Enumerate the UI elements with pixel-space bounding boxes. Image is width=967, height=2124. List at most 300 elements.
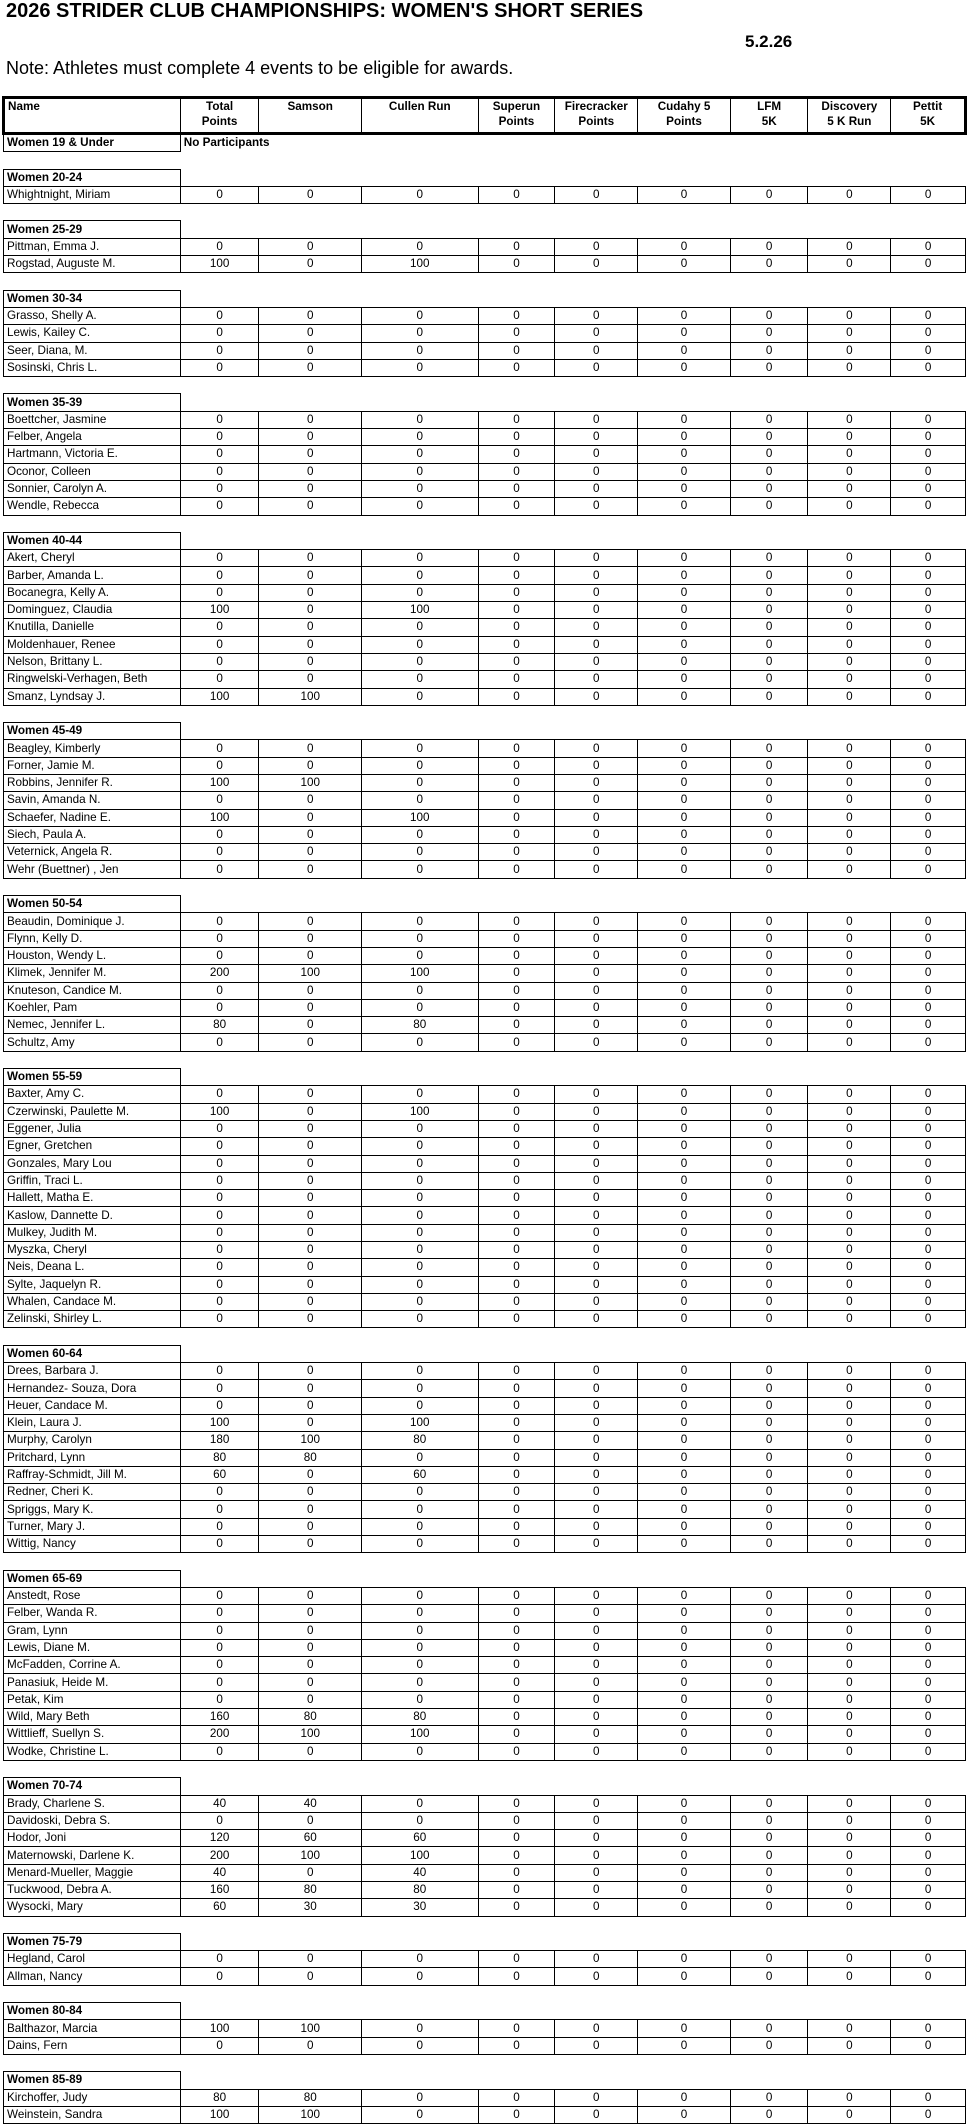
points-cell: 0 bbox=[555, 1812, 638, 1829]
points-cell: 0 bbox=[730, 1242, 808, 1259]
spacer-cell bbox=[180, 377, 965, 394]
points-cell: 0 bbox=[808, 774, 891, 791]
points-cell: 100 bbox=[180, 774, 259, 791]
points-cell: 0 bbox=[180, 1622, 259, 1639]
points-cell: 0 bbox=[730, 2089, 808, 2106]
points-cell: 0 bbox=[180, 844, 259, 861]
age-group-name: Women 80-84 bbox=[4, 2003, 181, 2020]
points-cell: 0 bbox=[730, 2020, 808, 2037]
points-cell: 0 bbox=[361, 1605, 478, 1622]
points-cell: 0 bbox=[555, 636, 638, 653]
athlete-row bbox=[4, 1414, 966, 1431]
points-cell: 0 bbox=[808, 1466, 891, 1483]
points-cell: 0 bbox=[891, 619, 966, 636]
points-cell: 40 bbox=[180, 1864, 259, 1881]
athlete-row bbox=[4, 256, 966, 273]
points-cell: 0 bbox=[891, 1224, 966, 1241]
points-cell: 0 bbox=[808, 1224, 891, 1241]
group-spacer bbox=[4, 1328, 966, 1345]
points-cell: 0 bbox=[478, 1830, 555, 1847]
points-cell: 0 bbox=[808, 1120, 891, 1137]
points-cell: 0 bbox=[361, 826, 478, 843]
points-cell: 0 bbox=[259, 930, 362, 947]
points-cell: 0 bbox=[730, 2037, 808, 2054]
empty-cell bbox=[180, 1778, 965, 1795]
points-cell: 0 bbox=[180, 429, 259, 446]
points-cell: 0 bbox=[180, 584, 259, 601]
points-cell: 0 bbox=[361, 688, 478, 705]
points-cell: 0 bbox=[259, 1657, 362, 1674]
points-cell: 0 bbox=[808, 342, 891, 359]
points-cell: 0 bbox=[259, 186, 362, 203]
athlete-name: Flynn, Kelly D. bbox=[4, 930, 181, 947]
points-cell: 0 bbox=[730, 1639, 808, 1656]
empty-cell bbox=[180, 723, 965, 740]
points-cell: 0 bbox=[259, 1587, 362, 1604]
age-group-header bbox=[4, 1570, 966, 1587]
points-cell: 0 bbox=[259, 1172, 362, 1189]
points-cell: 0 bbox=[638, 186, 731, 203]
empty-cell bbox=[180, 1345, 965, 1362]
athlete-name: Kirchoffer, Judy bbox=[4, 2089, 181, 2106]
points-cell: 0 bbox=[478, 671, 555, 688]
points-cell: 0 bbox=[555, 1674, 638, 1691]
points-cell: 0 bbox=[478, 1864, 555, 1881]
points-cell: 0 bbox=[259, 1484, 362, 1501]
points-cell: 0 bbox=[808, 1587, 891, 1604]
points-cell: 0 bbox=[891, 999, 966, 1016]
points-cell: 0 bbox=[808, 1847, 891, 1864]
points-cell: 100 bbox=[361, 809, 478, 826]
empty-cell bbox=[180, 394, 965, 411]
column-header: Firecracker Points bbox=[555, 98, 638, 134]
points-cell: 0 bbox=[555, 2106, 638, 2123]
points-cell: 0 bbox=[478, 1103, 555, 1120]
points-cell: 0 bbox=[259, 359, 362, 376]
points-cell: 0 bbox=[259, 446, 362, 463]
points-cell: 0 bbox=[730, 636, 808, 653]
points-cell: 0 bbox=[891, 1017, 966, 1034]
points-cell: 0 bbox=[638, 2106, 731, 2123]
points-cell: 0 bbox=[555, 307, 638, 324]
athlete-name: Raffray-Schmidt, Jill M. bbox=[4, 1466, 181, 1483]
points-cell: 0 bbox=[259, 1518, 362, 1535]
points-cell: 0 bbox=[180, 1501, 259, 1518]
points-cell: 0 bbox=[730, 1155, 808, 1172]
points-cell: 0 bbox=[638, 826, 731, 843]
points-cell: 0 bbox=[891, 636, 966, 653]
points-cell: 0 bbox=[478, 1017, 555, 1034]
points-cell: 0 bbox=[361, 186, 478, 203]
points-cell: 0 bbox=[808, 1172, 891, 1189]
points-cell: 0 bbox=[808, 861, 891, 878]
athlete-name: Wehr (Buettner) , Jen bbox=[4, 861, 181, 878]
athlete-row bbox=[4, 307, 966, 324]
points-cell: 0 bbox=[891, 1190, 966, 1207]
points-cell: 0 bbox=[638, 238, 731, 255]
points-cell: 0 bbox=[808, 1674, 891, 1691]
points-cell: 0 bbox=[478, 1847, 555, 1864]
points-cell: 0 bbox=[891, 1293, 966, 1310]
points-cell: 0 bbox=[259, 1691, 362, 1708]
athlete-row bbox=[4, 1726, 966, 1743]
points-cell: 0 bbox=[361, 1155, 478, 1172]
points-cell: 0 bbox=[891, 342, 966, 359]
points-cell: 0 bbox=[730, 480, 808, 497]
points-cell: 0 bbox=[361, 740, 478, 757]
points-cell: 80 bbox=[180, 1017, 259, 1034]
group-spacer bbox=[4, 152, 966, 169]
athlete-row bbox=[4, 2089, 966, 2106]
points-cell: 0 bbox=[730, 1674, 808, 1691]
points-cell: 0 bbox=[808, 1899, 891, 1916]
points-cell: 0 bbox=[478, 1259, 555, 1276]
points-cell: 0 bbox=[478, 1311, 555, 1328]
points-cell: 0 bbox=[730, 550, 808, 567]
points-cell: 0 bbox=[555, 2089, 638, 2106]
spacer-cell bbox=[4, 273, 181, 290]
points-cell: 100 bbox=[180, 809, 259, 826]
points-cell: 0 bbox=[808, 1293, 891, 1310]
empty-cell bbox=[180, 221, 965, 238]
points-cell: 0 bbox=[361, 1172, 478, 1189]
athlete-row bbox=[4, 740, 966, 757]
points-cell: 0 bbox=[638, 999, 731, 1016]
points-cell: 40 bbox=[180, 1795, 259, 1812]
points-cell: 0 bbox=[638, 550, 731, 567]
group-spacer bbox=[4, 515, 966, 532]
points-cell: 0 bbox=[638, 480, 731, 497]
age-group-name: Women 75-79 bbox=[4, 1933, 181, 1950]
points-cell: 0 bbox=[361, 1587, 478, 1604]
age-group-header bbox=[4, 1778, 966, 1795]
points-cell: 0 bbox=[638, 982, 731, 999]
points-cell: 0 bbox=[730, 1518, 808, 1535]
points-cell: 0 bbox=[808, 1951, 891, 1968]
athlete-row bbox=[4, 826, 966, 843]
athlete-name: Bocanegra, Kelly A. bbox=[4, 584, 181, 601]
spacer-cell bbox=[180, 1328, 965, 1345]
athlete-row bbox=[4, 1103, 966, 1120]
points-cell: 0 bbox=[808, 1414, 891, 1431]
athlete-row bbox=[4, 999, 966, 1016]
points-cell: 0 bbox=[730, 757, 808, 774]
points-cell: 0 bbox=[478, 325, 555, 342]
points-cell: 0 bbox=[555, 1449, 638, 1466]
points-cell: 0 bbox=[180, 1639, 259, 1656]
empty-cell bbox=[180, 2003, 965, 2020]
points-cell: 0 bbox=[361, 307, 478, 324]
column-header: Total Points bbox=[180, 98, 259, 134]
points-cell: 0 bbox=[478, 1276, 555, 1293]
points-cell: 0 bbox=[891, 325, 966, 342]
points-cell: 0 bbox=[808, 1034, 891, 1051]
athlete-name: Beagley, Kimberly bbox=[4, 740, 181, 757]
points-cell: 0 bbox=[478, 982, 555, 999]
athlete-name: Panasiuk, Heide M. bbox=[4, 1674, 181, 1691]
points-cell: 0 bbox=[180, 913, 259, 930]
points-cell: 0 bbox=[259, 550, 362, 567]
points-cell: 0 bbox=[361, 446, 478, 463]
points-cell: 0 bbox=[730, 1224, 808, 1241]
age-group-name: Women 25-29 bbox=[4, 221, 181, 238]
points-cell: 80 bbox=[361, 1017, 478, 1034]
points-cell: 0 bbox=[180, 238, 259, 255]
athlete-row bbox=[4, 480, 966, 497]
points-cell: 0 bbox=[555, 1311, 638, 1328]
points-cell: 0 bbox=[891, 1086, 966, 1103]
points-cell: 0 bbox=[361, 1501, 478, 1518]
points-cell: 0 bbox=[808, 1795, 891, 1812]
spacer-cell bbox=[180, 705, 965, 722]
points-cell: 0 bbox=[891, 1518, 966, 1535]
points-cell: 0 bbox=[638, 1138, 731, 1155]
points-cell: 0 bbox=[808, 982, 891, 999]
points-cell: 0 bbox=[555, 238, 638, 255]
points-cell: 0 bbox=[180, 1293, 259, 1310]
points-cell: 0 bbox=[361, 1518, 478, 1535]
points-cell: 0 bbox=[259, 1501, 362, 1518]
athlete-name: Hodor, Joni bbox=[4, 1830, 181, 1847]
points-cell: 0 bbox=[361, 1691, 478, 1708]
points-cell: 0 bbox=[891, 1311, 966, 1328]
spacer-cell bbox=[180, 1553, 965, 1570]
points-cell: 120 bbox=[180, 1830, 259, 1847]
points-cell: 0 bbox=[361, 1484, 478, 1501]
points-cell: 0 bbox=[361, 325, 478, 342]
points-cell: 0 bbox=[478, 446, 555, 463]
points-cell: 0 bbox=[730, 1864, 808, 1881]
athlete-row bbox=[4, 498, 966, 515]
points-cell: 0 bbox=[808, 1691, 891, 1708]
points-cell: 0 bbox=[638, 757, 731, 774]
points-cell: 100 bbox=[180, 2106, 259, 2123]
points-cell: 0 bbox=[478, 1657, 555, 1674]
points-cell: 0 bbox=[478, 1691, 555, 1708]
athlete-name: Sosinski, Chris L. bbox=[4, 359, 181, 376]
points-cell: 0 bbox=[730, 186, 808, 203]
points-cell: 0 bbox=[361, 757, 478, 774]
points-cell: 0 bbox=[555, 1120, 638, 1137]
athlete-name: Drees, Barbara J. bbox=[4, 1363, 181, 1380]
points-cell: 0 bbox=[891, 1397, 966, 1414]
points-cell: 0 bbox=[361, 1795, 478, 1812]
spacer-cell bbox=[180, 152, 965, 169]
athlete-name: Griffin, Traci L. bbox=[4, 1172, 181, 1189]
points-cell: 0 bbox=[478, 1380, 555, 1397]
points-cell: 0 bbox=[478, 2037, 555, 2054]
points-cell: 0 bbox=[180, 1484, 259, 1501]
points-cell: 0 bbox=[730, 498, 808, 515]
points-cell: 0 bbox=[891, 1830, 966, 1847]
athlete-row bbox=[4, 636, 966, 653]
athlete-name: McFadden, Corrine A. bbox=[4, 1657, 181, 1674]
points-cell: 0 bbox=[808, 463, 891, 480]
athlete-row bbox=[4, 1432, 966, 1449]
spacer-cell bbox=[180, 1916, 965, 1933]
points-cell: 0 bbox=[638, 1466, 731, 1483]
points-cell: 0 bbox=[808, 2037, 891, 2054]
points-cell: 0 bbox=[259, 1207, 362, 1224]
spacer-cell bbox=[4, 2054, 181, 2071]
points-cell: 0 bbox=[891, 498, 966, 515]
points-cell: 0 bbox=[259, 1812, 362, 1829]
points-cell: 0 bbox=[478, 1795, 555, 1812]
group-spacer bbox=[4, 1916, 966, 1933]
points-cell: 0 bbox=[555, 1830, 638, 1847]
points-cell: 0 bbox=[361, 1034, 478, 1051]
points-cell: 0 bbox=[478, 1449, 555, 1466]
spacer-cell bbox=[4, 515, 181, 532]
points-cell: 0 bbox=[891, 740, 966, 757]
points-cell: 0 bbox=[891, 671, 966, 688]
points-cell: 0 bbox=[808, 1812, 891, 1829]
points-cell: 0 bbox=[891, 1276, 966, 1293]
points-cell: 0 bbox=[555, 1657, 638, 1674]
points-cell: 0 bbox=[730, 307, 808, 324]
points-cell: 0 bbox=[361, 636, 478, 653]
points-cell: 0 bbox=[730, 359, 808, 376]
points-cell: 0 bbox=[891, 1501, 966, 1518]
points-cell: 0 bbox=[259, 1363, 362, 1380]
points-cell: 0 bbox=[808, 498, 891, 515]
spacer-cell bbox=[4, 1760, 181, 1777]
athlete-name: Felber, Wanda R. bbox=[4, 1605, 181, 1622]
points-cell: 0 bbox=[361, 1536, 478, 1553]
points-cell: 0 bbox=[180, 1657, 259, 1674]
points-cell: 0 bbox=[361, 342, 478, 359]
points-cell: 0 bbox=[478, 1812, 555, 1829]
points-cell: 0 bbox=[891, 429, 966, 446]
points-cell: 0 bbox=[891, 1709, 966, 1726]
group-spacer bbox=[4, 1051, 966, 1068]
points-cell: 0 bbox=[259, 1397, 362, 1414]
points-cell: 0 bbox=[891, 913, 966, 930]
points-cell: 0 bbox=[638, 602, 731, 619]
points-cell: 0 bbox=[478, 809, 555, 826]
points-cell: 0 bbox=[478, 342, 555, 359]
empty-cell bbox=[180, 532, 965, 549]
athlete-name: Knuteson, Candice M. bbox=[4, 982, 181, 999]
spacer-cell bbox=[4, 1051, 181, 1068]
points-cell: 0 bbox=[555, 1881, 638, 1898]
points-cell: 0 bbox=[555, 1224, 638, 1241]
points-cell: 0 bbox=[808, 325, 891, 342]
points-cell: 0 bbox=[638, 1380, 731, 1397]
points-cell: 0 bbox=[259, 238, 362, 255]
points-cell: 0 bbox=[478, 1484, 555, 1501]
points-cell: 0 bbox=[638, 1881, 731, 1898]
points-cell: 0 bbox=[180, 1120, 259, 1137]
points-cell: 0 bbox=[478, 1951, 555, 1968]
points-cell: 0 bbox=[730, 1743, 808, 1760]
athlete-name: Maternowski, Darlene K. bbox=[4, 1847, 181, 1864]
athlete-name: Mulkey, Judith M. bbox=[4, 1224, 181, 1241]
points-cell: 0 bbox=[361, 947, 478, 964]
points-cell: 0 bbox=[891, 256, 966, 273]
athlete-row bbox=[4, 1743, 966, 1760]
points-cell: 0 bbox=[638, 1414, 731, 1431]
athlete-row bbox=[4, 1622, 966, 1639]
athlete-row bbox=[4, 982, 966, 999]
points-cell: 0 bbox=[259, 1086, 362, 1103]
athlete-name: Wysocki, Mary bbox=[4, 1899, 181, 1916]
points-cell: 0 bbox=[361, 1639, 478, 1656]
points-cell: 0 bbox=[638, 1120, 731, 1137]
points-cell: 0 bbox=[891, 1363, 966, 1380]
points-cell: 0 bbox=[259, 1034, 362, 1051]
points-cell: 0 bbox=[555, 1951, 638, 1968]
eligibility-note: Note: Athletes must complete 4 events to be eligible for awards. bbox=[6, 58, 514, 78]
points-cell: 0 bbox=[555, 1968, 638, 1985]
points-cell: 0 bbox=[180, 619, 259, 636]
points-cell: 0 bbox=[361, 1293, 478, 1310]
age-group-header bbox=[4, 169, 966, 186]
athlete-name: Sonnier, Carolyn A. bbox=[4, 480, 181, 497]
points-cell: 0 bbox=[891, 688, 966, 705]
points-cell: 0 bbox=[891, 1155, 966, 1172]
athlete-name: Turner, Mary J. bbox=[4, 1518, 181, 1535]
points-cell: 100 bbox=[259, 2106, 362, 2123]
points-cell: 0 bbox=[478, 826, 555, 843]
points-cell: 0 bbox=[555, 982, 638, 999]
athlete-name: Myszka, Cheryl bbox=[4, 1242, 181, 1259]
points-cell: 0 bbox=[808, 238, 891, 255]
points-cell: 0 bbox=[361, 584, 478, 601]
points-cell: 0 bbox=[180, 1968, 259, 1985]
points-cell: 0 bbox=[180, 1086, 259, 1103]
points-cell: 30 bbox=[259, 1899, 362, 1916]
points-cell: 0 bbox=[808, 1242, 891, 1259]
points-cell: 0 bbox=[638, 359, 731, 376]
points-cell: 0 bbox=[891, 809, 966, 826]
athlete-row bbox=[4, 342, 966, 359]
athlete-name: Gonzales, Mary Lou bbox=[4, 1155, 181, 1172]
points-cell: 0 bbox=[361, 774, 478, 791]
points-cell: 0 bbox=[891, 359, 966, 376]
points-cell: 0 bbox=[180, 1674, 259, 1691]
points-cell: 0 bbox=[730, 1536, 808, 1553]
athlete-name: Balthazor, Marcia bbox=[4, 2020, 181, 2037]
points-cell: 0 bbox=[180, 982, 259, 999]
points-cell: 0 bbox=[891, 446, 966, 463]
points-cell: 0 bbox=[891, 1743, 966, 1760]
points-cell: 0 bbox=[891, 1812, 966, 1829]
points-cell: 0 bbox=[891, 1414, 966, 1431]
points-cell: 0 bbox=[730, 1449, 808, 1466]
athlete-name: Beaudin, Dominique J. bbox=[4, 913, 181, 930]
points-cell: 0 bbox=[259, 1605, 362, 1622]
column-header: Cullen Run bbox=[361, 98, 478, 134]
points-cell: 0 bbox=[259, 1190, 362, 1207]
athlete-row bbox=[4, 238, 966, 255]
points-cell: 0 bbox=[478, 1518, 555, 1535]
points-cell: 0 bbox=[361, 1622, 478, 1639]
points-cell: 80 bbox=[259, 1709, 362, 1726]
points-cell: 0 bbox=[259, 1103, 362, 1120]
points-cell: 60 bbox=[180, 1466, 259, 1483]
points-cell: 0 bbox=[891, 238, 966, 255]
points-cell: 0 bbox=[730, 913, 808, 930]
points-cell: 0 bbox=[555, 999, 638, 1016]
athlete-row bbox=[4, 965, 966, 982]
points-cell: 0 bbox=[478, 1190, 555, 1207]
points-cell: 0 bbox=[478, 1414, 555, 1431]
points-cell: 0 bbox=[478, 757, 555, 774]
points-cell: 0 bbox=[259, 861, 362, 878]
points-cell: 0 bbox=[808, 1397, 891, 1414]
points-cell: 0 bbox=[638, 1311, 731, 1328]
